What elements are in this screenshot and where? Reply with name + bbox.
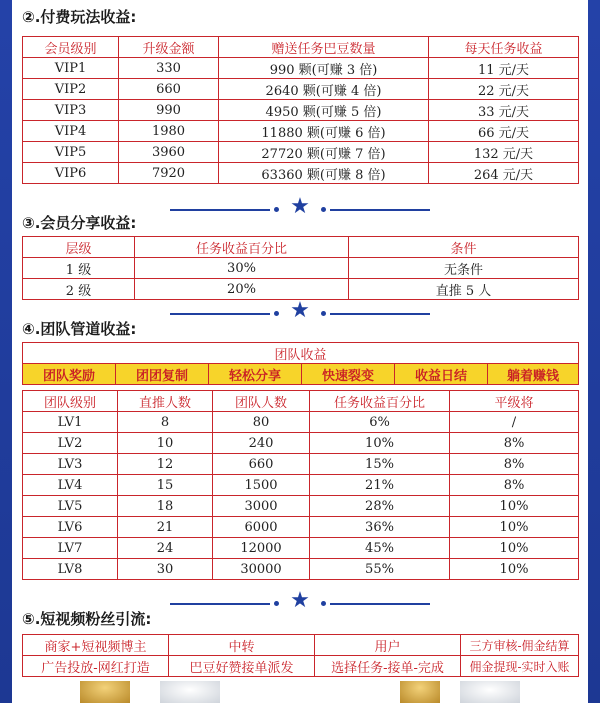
table-row: [23, 100, 579, 121]
coins-image: [400, 681, 440, 703]
table-cell: 990: [119, 100, 219, 121]
table-cell: 2640 颗(可赚 4 倍): [219, 79, 429, 100]
table-cell: /: [450, 412, 579, 433]
vip-table: [22, 36, 579, 184]
table-row: [23, 258, 579, 279]
table-row: [23, 279, 579, 300]
table-cell: VIP3: [23, 100, 119, 121]
table-cell: 8%: [450, 475, 579, 496]
table-cell: 10%: [450, 517, 579, 538]
table-cell: 63360 颗(可赚 8 倍): [219, 163, 429, 184]
table-cell: 12000: [213, 538, 310, 559]
table-cell: 66 元/天: [429, 121, 579, 142]
table-cell: LV1: [23, 412, 118, 433]
table-cell: 12: [118, 454, 213, 475]
table-header-row: [23, 635, 579, 656]
table-cell: 15: [118, 475, 213, 496]
table-cell: LV2: [23, 433, 118, 454]
table-cell: 11880 颗(可赚 6 倍): [219, 121, 429, 142]
table-row: [23, 163, 579, 184]
table-cell: VIP2: [23, 79, 119, 100]
table-cell: LV3: [23, 454, 118, 475]
table-cell: 27720 颗(可赚 7 倍): [219, 142, 429, 163]
table-cell: 240: [213, 433, 310, 454]
table-cell: 1 级: [23, 258, 135, 279]
table-cell: LV8: [23, 559, 118, 580]
table-cell: 佣金提现-实时入账: [461, 656, 579, 677]
table-cell: 11 元/天: [429, 58, 579, 79]
star-divider: [170, 194, 430, 219]
header-cell: 团队级别: [23, 391, 118, 412]
section4-title: ④.团队管道收益:: [22, 320, 137, 338]
section3-title: ③.会员分享收益:: [22, 214, 137, 232]
table-cell: 广告投放-网红打造: [23, 656, 169, 677]
table-cell: 28%: [310, 496, 450, 517]
table-row: [23, 656, 579, 677]
table-row: [23, 142, 579, 163]
table-row: [23, 79, 579, 100]
table-cell: 10%: [450, 538, 579, 559]
table-header-row: [23, 237, 579, 258]
table-cell: VIP5: [23, 142, 119, 163]
table-cell: 24: [118, 538, 213, 559]
table-row: [23, 121, 579, 142]
star-divider: [170, 298, 430, 323]
table-cell: 660: [119, 79, 219, 100]
table-cell: 80: [213, 412, 310, 433]
table-cell: 1980: [119, 121, 219, 142]
table-row: [23, 475, 579, 496]
table-row: [23, 412, 579, 433]
traffic-table: [22, 634, 579, 677]
table-cell: 21: [118, 517, 213, 538]
tag-cell: 轻松分享: [209, 364, 302, 385]
team-banner: 团队收益: [23, 343, 579, 364]
table-cell: 45%: [310, 538, 450, 559]
table-cell: 22 元/天: [429, 79, 579, 100]
table-cell: LV5: [23, 496, 118, 517]
header-cell: 赠送任务巴豆数量: [219, 37, 429, 58]
table-cell: 4950 颗(可赚 5 倍): [219, 100, 429, 121]
tissue-image: [160, 681, 220, 703]
section5-title: ⑤.短视频粉丝引流:: [22, 610, 152, 628]
header-cell: 每天任务收益: [429, 37, 579, 58]
table-cell: 选择任务-接单-完成: [315, 656, 461, 677]
table-cell: 30%: [135, 258, 349, 279]
table-header-row: [23, 37, 579, 58]
table-cell: 10%: [450, 559, 579, 580]
table-cell: 8: [118, 412, 213, 433]
table-cell: LV7: [23, 538, 118, 559]
table-cell: 36%: [310, 517, 450, 538]
table-cell: 直推 5 人: [349, 279, 579, 300]
star-icon: ★: [290, 588, 310, 613]
table-row: [23, 433, 579, 454]
header-cell: 会员级别: [23, 37, 119, 58]
table-cell: 8%: [450, 454, 579, 475]
tag-cell: 躺着赚钱: [488, 364, 579, 385]
tag-cell: 收益日结: [395, 364, 488, 385]
header-cell: 用户: [315, 635, 461, 656]
table-cell: 3000: [213, 496, 310, 517]
table-cell: 3960: [119, 142, 219, 163]
header-cell: 任务收益百分比: [135, 237, 349, 258]
table-cell: 巴豆好赞接单派发: [169, 656, 315, 677]
table-row: [23, 517, 579, 538]
header-cell: 层级: [23, 237, 135, 258]
tag-row: [23, 364, 579, 385]
table-cell: VIP6: [23, 163, 119, 184]
table-cell: 10%: [450, 496, 579, 517]
table-cell: 33 元/天: [429, 100, 579, 121]
header-cell: 中转: [169, 635, 315, 656]
table-cell: VIP1: [23, 58, 119, 79]
table-row: [23, 559, 579, 580]
team-level-table: [22, 390, 579, 580]
table-cell: 6000: [213, 517, 310, 538]
tag-cell: 团团复制: [116, 364, 209, 385]
star-icon: ★: [290, 194, 310, 219]
tissue-image: [460, 681, 520, 703]
header-cell: 直推人数: [118, 391, 213, 412]
table-cell: 20%: [135, 279, 349, 300]
header-cell: 商家+短视频博主: [23, 635, 169, 656]
table-cell: 2 级: [23, 279, 135, 300]
team-table: [22, 342, 579, 385]
table-row: [23, 454, 579, 475]
table-row: [23, 538, 579, 559]
table-cell: 30000: [213, 559, 310, 580]
share-table: [22, 236, 579, 300]
team-banner-row: [23, 343, 579, 364]
table-cell: 15%: [310, 454, 450, 475]
tag-cell: 团队奖励: [23, 364, 116, 385]
table-cell: 264 元/天: [429, 163, 579, 184]
table-cell: 10: [118, 433, 213, 454]
table-cell: 6%: [310, 412, 450, 433]
table-cell: LV4: [23, 475, 118, 496]
table-cell: 18: [118, 496, 213, 517]
table-cell: 21%: [310, 475, 450, 496]
table-cell: 30: [118, 559, 213, 580]
coins-image: [80, 681, 130, 703]
table-cell: 330: [119, 58, 219, 79]
header-cell: 团队人数: [213, 391, 310, 412]
header-cell: 条件: [349, 237, 579, 258]
table-cell: LV6: [23, 517, 118, 538]
table-row: [23, 496, 579, 517]
table-cell: 660: [213, 454, 310, 475]
table-row: [23, 58, 579, 79]
table-cell: 7920: [119, 163, 219, 184]
header-cell: 升级金额: [119, 37, 219, 58]
table-cell: 990 颗(可赚 3 倍): [219, 58, 429, 79]
table-cell: 无条件: [349, 258, 579, 279]
table-cell: VIP4: [23, 121, 119, 142]
table-cell: 8%: [450, 433, 579, 454]
table-cell: 55%: [310, 559, 450, 580]
star-divider: [170, 588, 430, 613]
table-cell: 1500: [213, 475, 310, 496]
header-cell: 平级将: [450, 391, 579, 412]
table-cell: 10%: [310, 433, 450, 454]
section2-title: ②.付费玩法收益:: [22, 8, 137, 26]
header-cell: 三方审核-佣金结算: [461, 635, 579, 656]
table-cell: 132 元/天: [429, 142, 579, 163]
table-header-row: [23, 391, 579, 412]
header-cell: 任务收益百分比: [310, 391, 450, 412]
star-icon: ★: [290, 298, 310, 323]
tag-cell: 快速裂变: [302, 364, 395, 385]
